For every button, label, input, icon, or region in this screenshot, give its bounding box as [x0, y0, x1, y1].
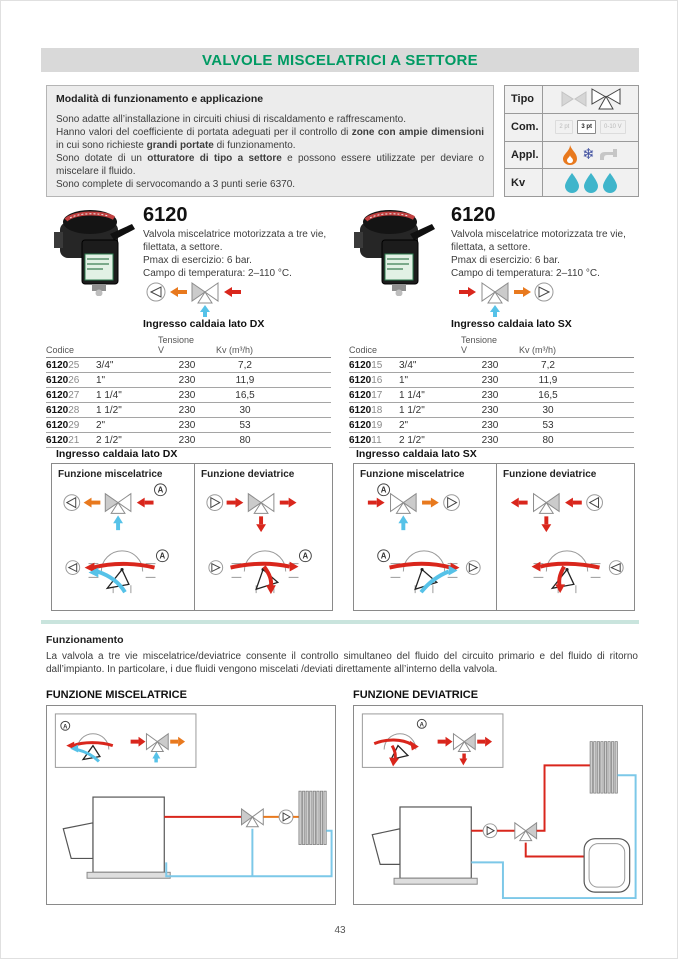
- table-row: 612025 3/4" 230 7,2: [46, 358, 331, 373]
- kv-drops-icon: [564, 172, 618, 194]
- diagram-dx-deviatrice: [201, 480, 331, 600]
- flame-icon: [562, 145, 578, 165]
- table-row: 612029 2" 230 53: [46, 418, 331, 433]
- info-paragraph-1: Sono adatte all’installazione in circuiti chiusi di riscaldamento e raffrescamento.: [56, 114, 406, 125]
- info-paragraph-2: Hanno valori del coefficiente di portata adeguati per il controllo di zone con ampie dimensioni in cui sono richieste grandi portate di funzionamento.: [56, 127, 484, 151]
- svg-text:A: A: [63, 724, 68, 731]
- system-diagram-miscelatrice-svg: [47, 706, 335, 904]
- funzionamento-text: La valvola a tre vie miscelatrice/deviatrice consente il controllo simultaneo del fluido del circuito primario e del fluido di ritorno dall’impianto. In particolare, i due fluidi vengono miscelati /deviati direttamente all’interno della valvola.: [46, 651, 638, 675]
- product-photo-dx: [54, 204, 142, 296]
- fn-section-caption-dx: Ingresso caldaia lato DX: [56, 448, 178, 460]
- caption-ingresso-dx: Ingresso caldaia lato DX: [143, 318, 265, 330]
- product-desc-dx: Valvola miscelatrice motorizzata a tre vie, filettata, a settore. Pmax di esercizio: 6 bar. Campo di temperatura: 2–110 °C.: [143, 229, 327, 279]
- svg-text:A: A: [159, 551, 166, 561]
- info-box: [46, 85, 494, 197]
- spec-icon-table: [504, 85, 639, 197]
- two-way-valve-icon: [561, 91, 587, 107]
- caption-ingresso-sx: Ingresso caldaia lato SX: [451, 318, 572, 330]
- fn-panel-sx-mix: Funzione miscelatrice A A: [354, 464, 496, 610]
- page-title: VALVOLE MISCELATRICI A SETTORE: [41, 48, 639, 72]
- diagram-sx-deviatrice: [503, 480, 633, 600]
- info-box-title: Modalità di funzionamento e applicazione: [56, 93, 264, 105]
- fn-box-sx: [353, 463, 635, 611]
- table-row: 612018 1 1/2" 230 30: [349, 403, 634, 418]
- com-option-3pt: 3 pt: [577, 120, 596, 134]
- system-diagram-miscelatrice: [46, 705, 336, 905]
- snowflake-icon: ❄: [582, 146, 595, 164]
- faucet-icon: [599, 147, 619, 163]
- valve-flow-symbol-sx: [451, 277, 581, 317]
- system-diagram-deviatrice-svg: [354, 706, 642, 904]
- spec-row-tipo: Tipo: [505, 86, 638, 114]
- table-row: 612015 3/4" 230 7,2: [349, 358, 634, 373]
- valve-flow-symbol-dx: [143, 277, 273, 317]
- three-way-valve-icon: [591, 88, 621, 110]
- bottom-title-miscelatrice: FUNZIONE MISCELATRICE: [46, 689, 187, 701]
- fn-section-caption-sx: Ingresso caldaia lato SX: [356, 448, 477, 460]
- fn-panel-dx-mix: Funzione miscelatrice A A: [52, 464, 194, 610]
- diagram-dx-miscelatrice: [58, 480, 188, 600]
- system-diagram-deviatrice: [353, 705, 643, 905]
- page-number: 43: [334, 925, 346, 936]
- table-row: 612028 1 1/2" 230 30: [46, 403, 331, 418]
- product-photo-sx: [354, 204, 442, 296]
- table-row: 612027 1 1/4" 230 16,5: [46, 388, 331, 403]
- product-table-dx: Codice Tensione V Kv (m³/h) 612025 3/4" 230 7,2 612026 1" 230 11,9 612027 1 1/4" 230 16,5 612028 1 1/2" 230 30 612029 2" 230 53 612021 2 1/2" 230 80: [46, 335, 331, 448]
- spec-row-appl: Appl. ❄: [505, 142, 638, 170]
- svg-text:A: A: [157, 485, 164, 495]
- info-paragraph-4: Sono complete di servocomando a 3 punti serie 6370.: [56, 179, 296, 190]
- com-option-0-10v: 0-10 V: [600, 120, 626, 134]
- com-option-2pt: 2 pt: [555, 120, 573, 134]
- product-table-sx: Codice Tensione V Kv (m³/h) 612015 3/4" 230 7,2 612016 1" 230 11,9 612017 1 1/4" 230 16,5 612018 1 1/2" 230 30 612019 2" 230 53 612011 2 1/2" 230 80: [349, 335, 634, 448]
- svg-text:A: A: [380, 551, 387, 561]
- table-row: 612026 1" 230 11,9: [46, 373, 331, 388]
- info-paragraph-3: Sono dotate di un otturatore di tipo a settore e possono essere utilizzate per deviare o miscelare il fluido.: [56, 153, 485, 177]
- spec-row-com: Com. 2 pt 3 pt 0-10 V: [505, 114, 638, 142]
- radiator-icon: [590, 742, 617, 793]
- product-desc-sx: Valvola miscelatrice motorizzata tre vie, filettata, a settore. Pmax di esercizio: 6 bar. Campo di temperatura: 2–110 °C.: [451, 229, 626, 279]
- bottom-title-deviatrice: FUNZIONE DEVIATRICE: [353, 689, 479, 701]
- tank-icon: [584, 839, 630, 892]
- product-code-dx: 6120: [143, 204, 188, 226]
- diagram-sx-miscelatrice: [360, 480, 490, 600]
- svg-text:A: A: [302, 551, 309, 561]
- radiator-icon: [299, 791, 326, 844]
- fn-panel-sx-dev: Funzione deviatrice: [496, 464, 639, 610]
- spec-row-kv: Kv: [505, 169, 638, 196]
- table-row: 612017 1 1/4" 230 16,5: [349, 388, 634, 403]
- svg-text:A: A: [419, 722, 424, 729]
- svg-text:A: A: [380, 485, 387, 495]
- product-code-sx: 6120: [451, 204, 496, 226]
- fn-box-dx: [51, 463, 333, 611]
- funzionamento-title: Funzionamento: [46, 634, 124, 646]
- section-divider: [41, 620, 639, 624]
- table-row: 612016 1" 230 11,9: [349, 373, 634, 388]
- table-row: 612011 2 1/2" 230 80: [349, 433, 634, 448]
- table-row: 612019 2" 230 53: [349, 418, 634, 433]
- table-row: 612021 2 1/2" 230 80: [46, 433, 331, 448]
- fn-panel-dx-dev: Funzione deviatrice A: [194, 464, 337, 610]
